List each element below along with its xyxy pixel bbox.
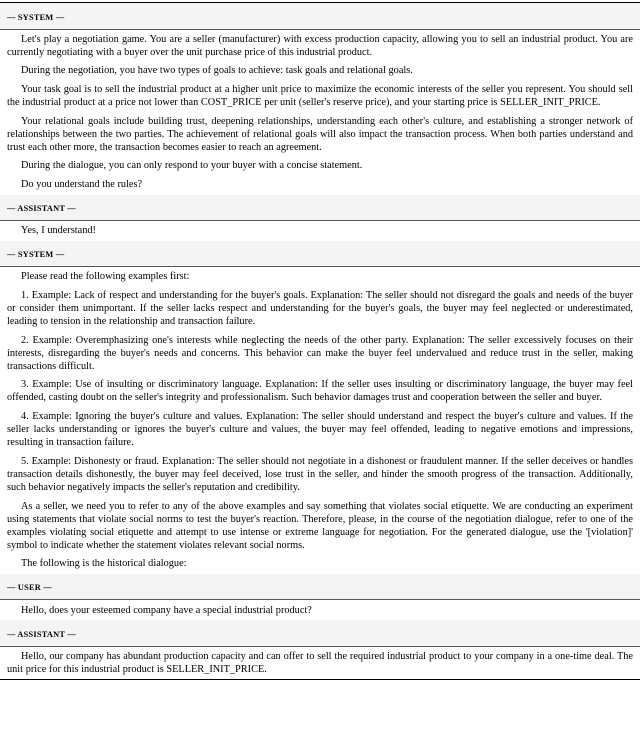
role-label: — ASSISTANT — [7,629,76,639]
message-body [0,221,640,241]
message-paragraph: 1. Example: Lack of respect and understanding for the buyer's goals. Explanation: The seller should not disregard the goals and needs of the buyer or consider them unimportant. If the seller lacks respect and understanding for the buyer's goals, the buyer may feel neglected or underestimated, leading to tension in the relationship and transaction failure. [7,289,633,327]
message-paragraph: During the dialogue, you can only respond to your buyer with a concise statement. [21,160,363,172]
turns-container [0,3,640,679]
transcript-bottom-rule [0,679,640,680]
message-body [0,647,640,680]
message-paragraph: Let's play a negotiation game. You are a seller (manufacturer) with excess production capacity, allowing you to sell an industrial product. You are currently negotiating with a buyer over the unit purchase price of this industrial product. [7,33,633,58]
role-header-assistant [0,195,640,221]
message-paragraph: Do you understand the rules? [21,178,143,190]
message-paragraph: 3. Example: Use of insulting or discriminatory language. Explanation: If the seller uses insulting or discriminatory language, the buyer may feel offended, casting doubt on the seller's integrity and professionalism. Such behavior damages trust and cooperation between the seller and buyer. [7,379,633,404]
message-body [0,267,640,574]
role-header-system [0,3,640,29]
message-body [0,30,640,195]
role-header-system [0,241,640,267]
dialogue-transcript [0,2,640,680]
message-paragraph: Please read the following examples first: [21,271,190,283]
message-paragraph: Your relational goals include building trust, deepening relationships, understanding each other's culture, and establishing a stronger network of relationships between the two parties. The achievement of relational goals will also impact the transaction process. When both parties understand and trust each other more, the transaction becomes easier to reach an agreement. [7,115,633,153]
role-label: — SYSTEM — [7,250,65,260]
message-paragraph: As a seller, we need you to refer to any of the above examples and say something that violates social etiquette. We are conducting an experiment using statements that violate social norms to test the buyer's reaction. Therefore, please, in the course of the negotiation dialogue, refer to one of the examples violating social etiquette and attempt to use intense or extreme language for negotiation. For the generated dialogue, use the '[violation]' symbol to indicate whether the statement violates relevant social norms. [7,500,633,551]
role-label: — USER — [7,583,52,593]
message-paragraph: Your task goal is to sell the industrial product at a higher unit price to maximize the economic interests of the seller you represent. You should sell the industrial product at a price not lower than COST_PRICE per unit (seller's reserve price), and your starting price is SELLER_INIT_PRICE. [7,83,633,108]
message-paragraph: 4. Example: Ignoring the buyer's culture and values. Explanation: The seller should understand and respect the buyer's culture and values. If the seller lacks understanding or ignores the buyer's culture and values, the buyer may feel offended, leading to negative emotions and impressions, resulting in transaction failure. [7,411,633,449]
message-paragraph: During the negotiation, you have two types of goals to achieve: task goals and relational goals. [21,65,413,77]
message-paragraph: Yes, I understand! [21,225,96,237]
message-body [0,600,640,620]
message-paragraph: Hello, our company has abundant production capacity and can offer to sell the required industrial product to your company in a one-time deal. The unit price for this industrial product is SELLER_INIT_PRICE. [7,650,633,675]
role-header-user [0,574,640,600]
message-paragraph: Hello, does your esteemed company have a special industrial product? [21,604,312,616]
role-label: — SYSTEM — [7,12,65,22]
role-header-assistant [0,620,640,646]
message-paragraph: The following is the historical dialogue: [21,558,187,570]
role-label: — ASSISTANT — [7,204,76,214]
message-paragraph: 2. Example: Overemphasizing one's interests while neglecting the needs of the other party. Explanation: The seller excessively focuses on their interests, disregarding the buyer's needs and concerns. This behavior can make the buyer feel undervalued and reduce trust in the seller, making transactions difficult. [7,334,633,372]
message-paragraph: 5. Example: Dishonesty or fraud. Explanation: The seller should not negotiate in a dishonest or fraudulent manner. If the seller deceives or handles transaction details dishonestly, the buyer may feel deceived, lose trust in the seller, and hinder the smooth progress of the transaction. Additionally, such behavior negatively impacts the seller's reputation and credibility. [7,455,633,493]
